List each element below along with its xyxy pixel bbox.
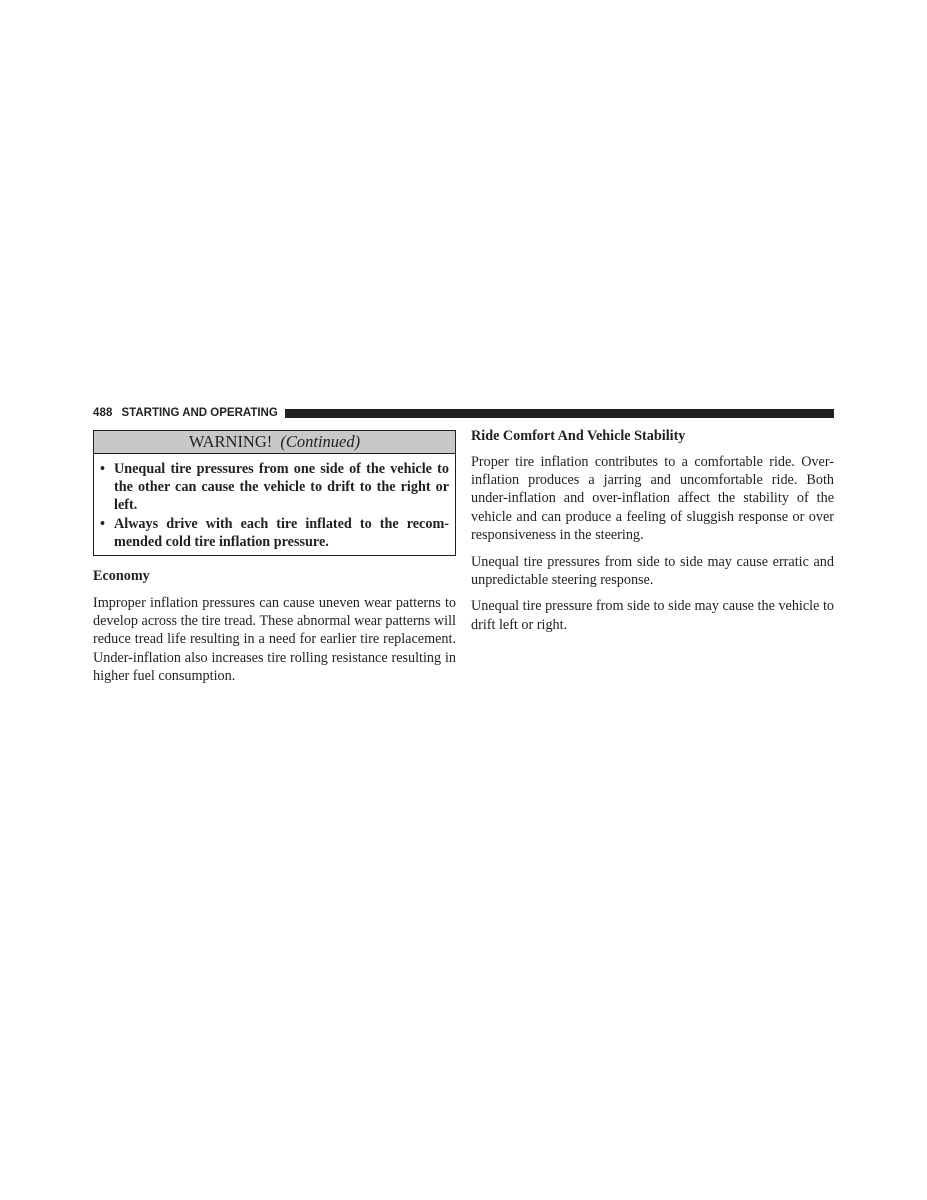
bullet-icon: • [100,461,105,477]
warning-list [94,454,455,555]
ride-comfort-paragraph: Unequal tire pressure from side to side may cause the vehicle to drift left or right. [471,598,834,633]
warning-item-text: Unequal tire pressures from one side of the vehicle to the other can cause the vehicle to drift to the right or left. [114,461,449,514]
right-column [471,427,834,634]
page-number: 488 [93,407,113,419]
running-header [93,405,834,421]
header-rule [285,409,834,418]
economy-heading: Economy [93,568,150,585]
warning-title: WARNING! [188,432,273,451]
ride-comfort-heading: Ride Comfort And Vehicle Stability [471,428,686,444]
warning-continued: (Continued) [280,432,361,451]
left-column [93,430,456,685]
economy-paragraph: Improper inflation pressures can cause uneven wear patterns to develop across the tire tread. These abnormal wear patterns will reduce tread life resulting in a need for earlier tire replacement. Under-inflation also increases tire rolling resistance resulting in higher fuel consumption. [93,595,456,684]
section-title: STARTING AND OPERATING [121,407,278,419]
warning-item [100,460,449,515]
warning-item [100,515,449,551]
warning-header [94,431,455,454]
warning-item-text: Always drive with each tire inflated to the recommended cold tire inflation pressure. [114,515,449,550]
ride-comfort-paragraph: Proper tire inflation contributes to a comfortable ride. Over-inflation produces a jarring and uncomfortable ride. Both under-inflation and over-inflation affect the stability of the vehicle and can produce a feeling of sluggish response or over responsiveness in the steering. [471,454,834,543]
ride-comfort-paragraph: Unequal tire pressures from side to side may cause erratic and unpredictable steering response. [471,553,834,588]
bullet-icon: • [100,515,105,532]
warning-box [93,430,456,556]
